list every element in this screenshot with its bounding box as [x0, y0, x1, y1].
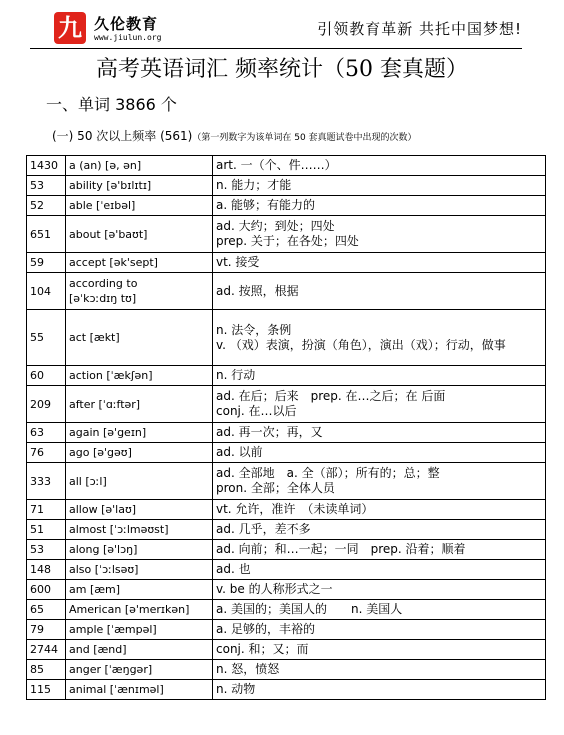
section-heading: 一、单词 3866 个	[46, 95, 177, 114]
word-entry: able [ˈeɪbəl]	[66, 196, 213, 216]
subsection-note: （第一列数字为该单词在 50 套真题试卷中出现的次数）	[192, 133, 417, 143]
word-definition: a. 足够的，丰裕的	[213, 620, 546, 640]
word-frequency: 333	[27, 463, 66, 500]
word-frequency: 209	[27, 386, 66, 423]
word-frequency: 600	[27, 580, 66, 600]
word-entry: again [ə'geɪn]	[66, 423, 213, 443]
word-definition: a. 能够；有能力的	[213, 196, 546, 216]
word-frequency: 1430	[27, 156, 66, 176]
word-frequency: 53	[27, 176, 66, 196]
word-definition: ad. 再一次；再，又	[213, 423, 546, 443]
word-definition: ad. 大约；到处；四处 prep. 关于；在各处；四处	[213, 216, 546, 253]
table-row	[27, 423, 546, 443]
word-definition: n. 能力；才能	[213, 176, 546, 196]
table-row	[27, 386, 546, 423]
word-frequency: 51	[27, 520, 66, 540]
word-entry: anger [ˈæŋgər]	[66, 660, 213, 680]
table-row	[27, 660, 546, 680]
word-definition: ad. 以前	[213, 443, 546, 463]
page-header	[30, 10, 522, 49]
word-definition: vt. 接受	[213, 253, 546, 273]
word-definition: ad. 全部地 a. 全（部）；所有的；总；整 pron. 全部；全体人员	[213, 463, 546, 500]
subsection-heading	[52, 127, 417, 144]
word-entry: about [ə'baʊt]	[66, 216, 213, 253]
table-row	[27, 540, 546, 560]
table-row	[27, 560, 546, 580]
table-row	[27, 500, 546, 520]
word-definition: ad. 在后；后来 prep. 在…之后；在 后面 conj. 在…以后	[213, 386, 546, 423]
word-entry: animal [ˈænɪməl]	[66, 680, 213, 700]
table-row	[27, 580, 546, 600]
word-entry: act [ækt]	[66, 310, 213, 366]
word-frequency: 85	[27, 660, 66, 680]
word-frequency: 2744	[27, 640, 66, 660]
word-definition: ad. 也	[213, 560, 546, 580]
word-frequency: 71	[27, 500, 66, 520]
word-entry: after [ˈɑːftər]	[66, 386, 213, 423]
subsection-label: (一) 50 次以上频率 (561)	[52, 129, 193, 143]
table-row	[27, 216, 546, 253]
word-entry: also [ˈɔːlsəʊ]	[66, 560, 213, 580]
word-entry: a (an) [ə, ən]	[66, 156, 213, 176]
table-row	[27, 520, 546, 540]
logo	[54, 12, 214, 46]
word-entry: ability [ə'bɪlɪtɪ]	[66, 176, 213, 196]
word-definition: vt. 允许，准许 （未读单词）	[213, 500, 546, 520]
word-definition: n. 行动	[213, 366, 546, 386]
word-frequency: 104	[27, 273, 66, 310]
table-row	[27, 196, 546, 216]
word-entry: ago [ə'gəʊ]	[66, 443, 213, 463]
header-slogan: 引领教育革新 共托中国梦想!	[317, 20, 522, 38]
word-definition: n. 怒，愤怒	[213, 660, 546, 680]
word-entry: and [ænd]	[66, 640, 213, 660]
vocabulary-table	[26, 155, 546, 700]
table-row	[27, 156, 546, 176]
word-frequency: 60	[27, 366, 66, 386]
word-frequency: 76	[27, 443, 66, 463]
word-frequency: 53	[27, 540, 66, 560]
table-row	[27, 463, 546, 500]
table-row	[27, 640, 546, 660]
word-definition: conj. 和；又；而	[213, 640, 546, 660]
word-frequency: 148	[27, 560, 66, 580]
word-definition: art. 一（个、件……）	[213, 156, 546, 176]
word-entry: according to [əˈkɔːdɪŋ tʊ]	[66, 273, 213, 310]
word-entry: action [ˈækʃən]	[66, 366, 213, 386]
word-frequency: 59	[27, 253, 66, 273]
word-entry: all [ɔːl]	[66, 463, 213, 500]
logo-url: www.jiulun.org	[94, 33, 162, 42]
word-frequency: 55	[27, 310, 66, 366]
table-row	[27, 310, 546, 366]
word-entry: almost [ˈɔːlməʊst]	[66, 520, 213, 540]
word-definition: n. 法令，条例 v. （戏）表演，扮演（角色），演出（戏）；行动，做事	[213, 310, 546, 366]
word-entry: ample [ˈæmpəl]	[66, 620, 213, 640]
table-row	[27, 443, 546, 463]
word-entry: along [ə'lɔŋ]	[66, 540, 213, 560]
word-frequency: 115	[27, 680, 66, 700]
word-definition: v. be 的人称形式之一	[213, 580, 546, 600]
word-definition: ad. 按照，根据	[213, 273, 546, 310]
word-frequency: 52	[27, 196, 66, 216]
logo-name: 久伦教育	[94, 15, 159, 33]
word-entry: American [ə'merɪkən]	[66, 600, 213, 620]
logo-icon: 九	[54, 12, 86, 44]
table-row	[27, 600, 546, 620]
table-row	[27, 366, 546, 386]
word-entry: am [æm]	[66, 580, 213, 600]
document-title: 高考英语词汇 频率统计（50 套真题）	[96, 57, 468, 82]
word-definition: a. 美国的；美国人的 n. 美国人	[213, 600, 546, 620]
table-row	[27, 253, 546, 273]
table-row	[27, 680, 546, 700]
word-entry: allow [ə'laʊ]	[66, 500, 213, 520]
word-definition: n. 动物	[213, 680, 546, 700]
table-row	[27, 620, 546, 640]
word-frequency: 651	[27, 216, 66, 253]
word-frequency: 65	[27, 600, 66, 620]
word-entry: accept [ək'sept]	[66, 253, 213, 273]
table-row	[27, 273, 546, 310]
word-frequency: 63	[27, 423, 66, 443]
word-definition: ad. 几乎，差不多	[213, 520, 546, 540]
word-definition: ad. 向前；和…一起；一同 prep. 沿着；顺着	[213, 540, 546, 560]
table-row	[27, 176, 546, 196]
word-frequency: 79	[27, 620, 66, 640]
